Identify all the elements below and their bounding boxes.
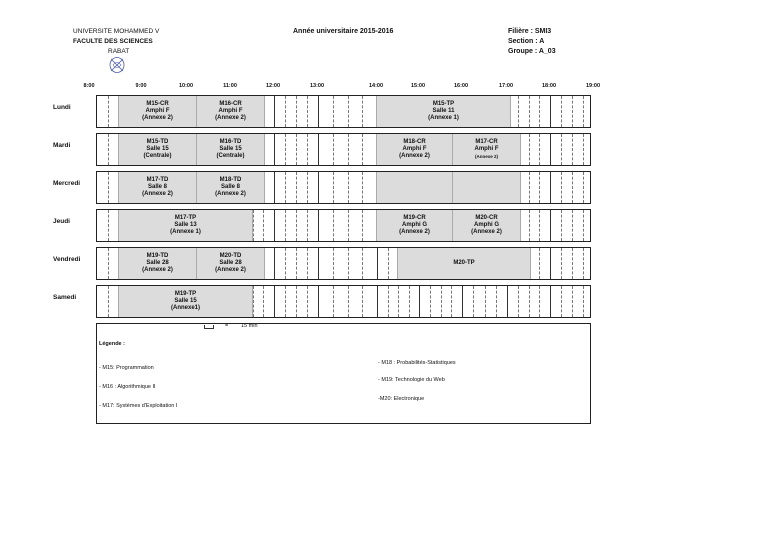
section-label: Section : A [508,38,545,45]
day-label-jeudi: Jeudi [53,218,70,225]
session-block [118,286,253,317]
session-block [118,96,197,127]
day-label-mercredi: Mercredi [53,180,81,187]
session-block [196,134,265,165]
hour-gridline [318,172,319,203]
filiere-label: Filière : SMI3 [508,28,552,35]
hour-gridline [274,134,275,165]
session-course: M18-TD [219,176,242,183]
quarter-hour-gridline [307,134,308,165]
session-building: (Annexe 1) [170,229,201,236]
quarter-hour-gridline [572,286,573,317]
session-course: M17-TP [174,214,197,221]
day-label-mardi: Mardi [53,142,71,149]
hour-gridline [318,248,319,279]
quarter-hour-gridline [285,172,286,203]
quarter-hour-gridline [583,248,584,279]
quarter-hour-gridline [583,96,584,127]
hour-gridline [274,210,275,241]
day-label-samedi: Samedi [53,294,77,301]
session-course: M19-CR [403,214,426,221]
time-label-11: 11:00 [223,83,237,89]
time-label-14: 14:00 [368,83,384,89]
city-name: RABAT [108,48,130,55]
quarter-hour-gridline [529,172,530,203]
quarter-hour-gridline [473,286,474,317]
quarter-hour-gridline [108,134,109,165]
quarter-hour-gridline [539,248,540,279]
quarter-hour-gridline [561,172,562,203]
quarter-hour-gridline [441,286,442,317]
legend-m16: - M16 : Algorithmique II [99,384,156,390]
session-block [196,172,265,203]
legend-title: Légende : [99,341,125,347]
quarter-hour-gridline [296,286,297,317]
quarter-hour-gridline [307,96,308,127]
quarter-hour-gridline [529,286,530,317]
university-name: UNIVERSITE MOHAMMED V [73,28,160,35]
quarter-hour-gridline [561,286,562,317]
unit-equals: = [225,323,229,329]
legend-m17: - M17: Systèmes d'Exploitation I [99,403,178,409]
quarter-hour-gridline [539,286,540,317]
session-course: M15-CR [146,100,169,107]
time-label-16: 16:00 [453,83,469,89]
legend-m15: - M15: Programmation [99,365,154,371]
quarter-hour-gridline [263,286,264,317]
session-block [376,96,511,127]
quarter-hour-gridline [307,286,308,317]
quarter-hour-gridline [362,248,363,279]
session-course: M20-TP [453,259,475,266]
session-room: Salle 15 [219,145,242,152]
quarter-hour-gridline [388,286,389,317]
quarter-hour-gridline [529,96,530,127]
time-label-12: 12:00 [265,83,281,89]
quarter-hour-gridline [348,248,349,279]
session-course: M17-CR [475,138,498,145]
session-course: M17-TD [146,176,169,183]
session-room: Salle 28 [219,259,242,266]
quarter-hour-gridline [398,286,399,317]
unit-text: 15 min [241,323,258,329]
academic-year: Année universitaire 2015-2016 [293,28,394,35]
session-course: M15-TP [432,100,455,107]
hour-gridline [550,210,551,241]
quarter-hour-gridline [296,96,297,127]
hour-gridline [377,248,378,279]
quarter-hour-gridline [333,96,334,127]
hour-gridline [274,96,275,127]
session-building: (Annexe 2) [142,115,173,122]
legend-m20: -M20: Electronique [378,396,425,402]
session-room: Amphi F [145,107,170,114]
session-building: (Annexe 2) [215,191,246,198]
quarter-hour-gridline [348,172,349,203]
session-course: M20-TD [219,252,242,259]
quarter-hour-gridline [388,248,389,279]
schedule-row-samedi [96,285,591,318]
session-room: Salle 15 [146,145,169,152]
session-block [397,248,531,279]
quarter-hour-gridline [529,210,530,241]
quarter-hour-gridline [108,248,109,279]
quarter-hour-gridline [362,286,363,317]
quarter-hour-gridline [362,210,363,241]
quarter-hour-gridline [451,286,452,317]
quarter-hour-gridline [285,134,286,165]
hour-gridline [274,248,275,279]
quarter-hour-gridline [285,286,286,317]
session-course: M19-TP [174,290,197,297]
hour-gridline [318,286,319,317]
time-label-19: 19:00 [585,83,601,89]
session-room: Salle 28 [146,259,169,266]
legend-m19: - M19: Technologie du Web [378,377,445,383]
quarter-hour-gridline [333,210,334,241]
quarter-hour-gridline [409,286,410,317]
quarter-hour-gridline [583,210,584,241]
quarter-hour-gridline [572,210,573,241]
session-building: (Annexe 2) [471,229,502,236]
legend-m18: - M18 : Probabilités-Statistiques [378,360,456,366]
session-room: Amphi G [402,221,427,228]
time-label-18: 18:00 [541,83,557,89]
quarter-hour-gridline [333,172,334,203]
quarter-hour-gridline [348,210,349,241]
session-room: Amphi F [474,145,499,152]
quarter-hour-gridline [561,134,562,165]
hour-gridline [550,286,551,317]
hour-gridline [318,96,319,127]
quarter-hour-gridline [561,210,562,241]
day-label-vendredi: Vendredi [53,256,81,263]
quarter-hour-gridline [263,210,264,241]
quarter-hour-gridline [583,134,584,165]
quarter-hour-gridline [285,210,286,241]
session-room: Amphi F [402,145,427,152]
quarter-hour-gridline [485,286,486,317]
session-block [452,210,521,241]
quarter-hour-gridline [296,134,297,165]
quarter-hour-gridline [296,248,297,279]
quarter-hour-gridline [333,286,334,317]
quarter-hour-gridline [539,172,540,203]
session-building: (Annexe 2) [399,153,430,160]
session-block [376,210,453,241]
session-block [376,134,453,165]
quarter-hour-gridline [108,286,109,317]
session-room: Salle 15 [174,297,197,304]
hour-gridline [550,96,551,127]
hour-gridline [550,134,551,165]
time-label-8: 8:00 [83,83,95,89]
quarter-hour-gridline [296,210,297,241]
session-building: (Annexe 2) [215,267,246,274]
quarter-hour-gridline [572,248,573,279]
session-building: (Annexe 2) [474,154,498,160]
time-label-10: 10:00 [178,83,194,89]
quarter-hour-gridline [561,96,562,127]
session-block [196,96,265,127]
session-building: (Annexe 1) [428,115,459,122]
hour-gridline [550,172,551,203]
empty-session-block [376,172,453,203]
quarter-hour-gridline [296,172,297,203]
quarter-hour-gridline [307,248,308,279]
session-course: M18-CR [403,138,426,145]
session-room: Salle 13 [174,221,197,228]
hour-gridline [462,286,463,317]
hour-gridline [274,172,275,203]
schedule-row-vendredi [96,247,591,280]
session-course: M16-CR [219,100,242,107]
quarter-hour-gridline [539,96,540,127]
empty-session-block [452,172,521,203]
quarter-hour-gridline [496,286,497,317]
session-block [118,210,253,241]
time-label-17: 17:00 [498,83,514,89]
time-label-13: 13:00 [309,83,325,89]
quarter-hour-gridline [572,134,573,165]
hour-gridline [507,286,508,317]
session-building: (Annexe 2) [399,229,430,236]
day-label-lundi: Lundi [53,104,71,111]
session-room: Amphi G [474,221,499,228]
session-room: Salle 8 [147,183,167,190]
university-logo-icon [106,56,128,74]
quarter-hour-gridline [518,286,519,317]
quarter-hour-gridline [539,210,540,241]
quarter-hour-gridline [362,96,363,127]
session-room: Salle 11 [432,107,455,114]
legend-box [96,323,591,424]
session-block [118,248,197,279]
session-course: M19-TD [146,252,169,259]
quarter-hour-gridline [529,134,530,165]
session-course: M20-CR [475,214,498,221]
quarter-hour-gridline [307,172,308,203]
quarter-hour-gridline [572,172,573,203]
hour-gridline [419,286,420,317]
session-block [118,134,197,165]
quarter-hour-gridline [362,172,363,203]
quarter-hour-gridline [539,134,540,165]
session-block [118,172,197,203]
session-building: (Annexe 2) [142,191,173,198]
quarter-hour-gridline [307,210,308,241]
quarter-hour-gridline [518,96,519,127]
quarter-hour-gridline [108,172,109,203]
quarter-hour-gridline [108,96,109,127]
quarter-hour-gridline [348,286,349,317]
schedule-row-mardi [96,133,591,166]
session-building: (Annexe1) [170,305,200,312]
hour-gridline [318,134,319,165]
hour-gridline [274,286,275,317]
session-building: (Centrale) [143,153,172,160]
hour-gridline [550,248,551,279]
time-label-15: 15:00 [410,83,426,89]
quarter-hour-gridline [108,210,109,241]
quarter-hour-gridline [348,96,349,127]
group-label: Groupe : A_03 [508,48,556,55]
quarter-hour-gridline [333,248,334,279]
session-room: Amphi F [218,107,243,114]
schedule-row-mercredi [96,171,591,204]
quarter-hour-gridline [561,248,562,279]
session-building: (Annexe 2) [215,115,246,122]
schedule-row-jeudi [96,209,591,242]
quarter-hour-gridline [572,96,573,127]
quarter-hour-gridline [362,134,363,165]
faculty-name: FACULTE DES SCIENCES [73,38,153,45]
session-building: (Annexe 2) [142,267,173,274]
session-building: (Centrale) [216,153,245,160]
quarter-hour-gridline [285,248,286,279]
quarter-hour-gridline [333,134,334,165]
quarter-hour-gridline [285,96,286,127]
schedule-row-lundi [96,95,591,128]
hour-gridline [318,210,319,241]
session-block [452,134,521,165]
session-course: M16-TD [219,138,242,145]
session-room: Salle 8 [220,183,240,190]
quarter-hour-gridline [348,134,349,165]
quarter-hour-gridline [430,286,431,317]
hour-gridline [377,286,378,317]
session-course: M15-TD [146,138,169,145]
time-label-9: 9:00 [135,83,147,89]
session-block [196,248,265,279]
quarter-hour-gridline [583,172,584,203]
quarter-hour-gridline [583,286,584,317]
